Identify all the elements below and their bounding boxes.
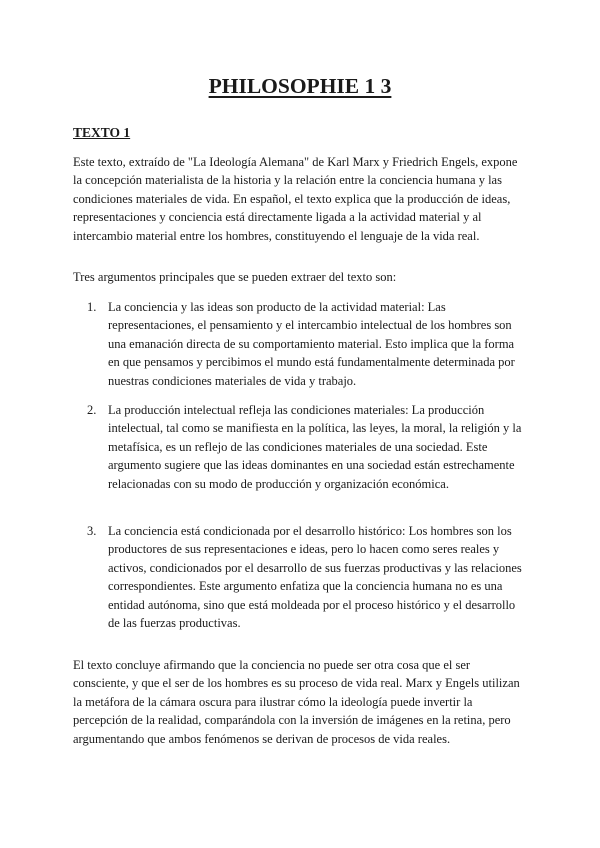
page-title (0, 73, 600, 99)
conclusion-paragraph: El texto concluye afirmando que la conciencia no puede ser otra cosa que el ser consciente, y que el ser de los hombres es su proceso de vida real. Marx y Engels utilizan la metáfora de la cámara oscura para ilustrar cómo la ideología puede invertir la percepción de la realidad, comparándola con la inversión de imágenes en la retina, pero argumentando que ambos fenómenos se derivan de procesos de vida reales. (73, 658, 520, 746)
argument-list-item-1 (87, 298, 529, 390)
intro-paragraph: Este texto, extraído de "La Ideología Alemana" de Karl Marx y Friedrich Engels, expone la concepción materialista de la historia y la relación entre la conciencia humana y las condiciones materiales de vida. En español, el texto explica que la producción de ideas, representaciones y conciencia está directamente ligada a la actividad material y al intercambio material entre los hombres, constituyendo el lenguaje de la vida real. (73, 155, 518, 243)
arguments-intro: Tres argumentos principales que se pueden extraer del texto son: (73, 270, 397, 284)
list-item-text: La conciencia está condicionada por el desarrollo histórico: Los hombres son los productores de sus representaciones e ideas, pero lo hacen como seres reales y activos, condicionados por el desarrollo de sus fuerzas productivas y las relaciones correspondientes. Este argumento enfatiza que la conciencia humana no es una entidad autónoma, sino que está moldeada por el proceso histórico y el desarrollo de las fuerzas productivas. (108, 524, 522, 631)
list-number: 2. (87, 403, 97, 417)
list-item (87, 522, 529, 632)
list-item-text: La producción intelectual refleja las condiciones materiales: La producción intelectual, tal como se manifiesta en la política, las leyes, la moral, la religión y la metafísica, es un reflejo de las condiciones materiales de una sociedad. Este argumento sugiere que las ideas dominantes en una sociedad están estrechamente relacionadas con su modo de producción y organización económica. (108, 403, 522, 491)
list-item (87, 401, 529, 493)
list-number: 1. (87, 300, 97, 314)
list-item-text: La conciencia y las ideas son producto de la actividad material: Las representaciones, el pensamiento y el intercambio intelectual de los hombres son una emanación directa de su comportamiento material. Esto implica que la forma en que pensamos y percibimos el mundo está fundamentalmente determinada por nuestras condiciones materiales de vida y trabajo. (108, 300, 515, 388)
list-item (87, 298, 529, 390)
page-title-text: PHILOSOPHIE 1 3 (208, 74, 392, 98)
argument-list-item-2 (87, 401, 529, 493)
list-number: 3. (87, 524, 97, 538)
argument-list-item-3 (87, 522, 529, 632)
section-heading: TEXTO 1 (73, 125, 131, 140)
